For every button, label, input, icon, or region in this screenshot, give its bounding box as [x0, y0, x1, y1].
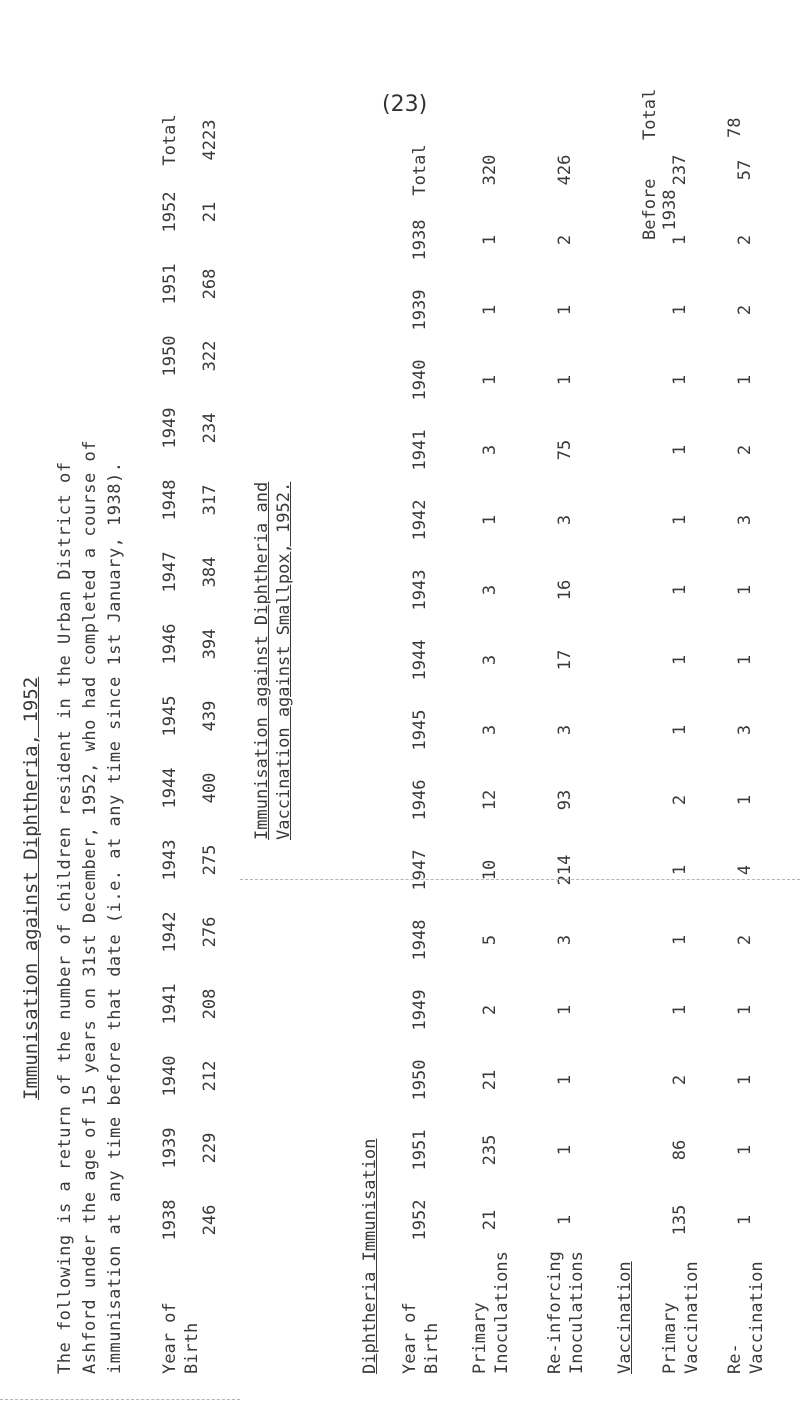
s2-row0-cell-11: 3 — [480, 444, 500, 456]
s2-row0-cell-4: 5 — [480, 934, 500, 946]
s2-row1-cell-14: 2 — [555, 234, 575, 246]
s2-year-11: 1941 — [410, 429, 430, 471]
s2-row2-cell-4: 1 — [670, 934, 690, 946]
s1-year-7: 1945 — [160, 695, 180, 737]
s2-row3-cell-14: 2 — [735, 234, 755, 246]
s1-year-13: 1951 — [160, 263, 180, 305]
s2-year-13: 1939 — [410, 289, 430, 331]
s2-row3-cell-15: 57 — [735, 159, 755, 181]
s2-row3-cell-4: 2 — [735, 934, 755, 946]
row-label-revacc-1: Re- — [725, 1343, 745, 1374]
row-label-reinforcing-2: Inoculations — [567, 1251, 587, 1374]
s1-year-1: 1939 — [160, 1127, 180, 1169]
s2-row0-cell-0: 21 — [480, 1209, 500, 1231]
s2-year-10: 1942 — [410, 499, 430, 541]
s1-year-15: Total — [160, 114, 180, 166]
s2-row0-cell-10: 1 — [480, 514, 500, 526]
s2-year-4: 1948 — [410, 919, 430, 961]
s2-row1-cell-1: 1 — [555, 1144, 575, 1156]
row-label-reinforcing-1: Re-inforcing — [545, 1251, 565, 1374]
s2-year-0: 1952 — [410, 1199, 430, 1241]
s1-year-4: 1942 — [160, 911, 180, 953]
s2-year-12: 1940 — [410, 359, 430, 401]
s1-value-7: 439 — [200, 700, 220, 732]
s2-row2-cell-11: 1 — [670, 444, 690, 456]
s2-row2-cell-9: 1 — [670, 584, 690, 596]
s2-row3-cell-7: 3 — [735, 724, 755, 736]
s1-year-5: 1943 — [160, 839, 180, 881]
sub-vaccination: Vaccination — [615, 1261, 635, 1374]
s2-row2-cell-5: 1 — [670, 864, 690, 876]
s2-row1-cell-10: 3 — [555, 514, 575, 526]
vacc-total-label: Total — [640, 88, 660, 140]
s2-row3-cell-8: 1 — [735, 654, 755, 666]
s2-year-7: 1945 — [410, 709, 430, 751]
s2-row1-cell-0: 1 — [555, 1214, 575, 1226]
before-1938-header-1: Before — [640, 178, 660, 240]
s2-row1-cell-12: 1 — [555, 374, 575, 386]
s1-value-9: 384 — [200, 556, 220, 588]
s2-row3-cell-0: 1 — [735, 1214, 755, 1226]
s2-row1-cell-6: 93 — [555, 789, 575, 811]
s2-year-1: 1951 — [410, 1129, 430, 1171]
s2-row0-cell-2: 21 — [480, 1069, 500, 1091]
section2-title-2: Vaccination against Smallpox, 1952. — [274, 481, 294, 840]
s2-row0-cell-9: 3 — [480, 584, 500, 596]
s1-year-12: 1950 — [160, 335, 180, 377]
s1-year-11: 1949 — [160, 407, 180, 449]
s2-row0-cell-6: 12 — [480, 789, 500, 811]
s1-value-1: 229 — [200, 1132, 220, 1164]
s1-value-5: 275 — [200, 844, 220, 876]
s1-value-15: 4223 — [200, 119, 220, 161]
s2-row3-cell-13: 2 — [735, 304, 755, 316]
s2-row2-cell-7: 1 — [670, 724, 690, 736]
margin-rule — [0, 1399, 240, 1400]
intro-line-2: Ashford under the age of 15 years on 31st December, 1952, who had completed a course of — [80, 440, 100, 1374]
s2-row3-cell-3: 1 — [735, 1004, 755, 1016]
s2-row2-cell-8: 1 — [670, 654, 690, 666]
row-label-primary-vacc-2: Vaccination — [682, 1261, 702, 1374]
s2-year-15: Total — [410, 144, 430, 196]
intro-line-3: immunisation at any time before that date (i.e. at any time since 1st January, 1938). — [105, 461, 125, 1374]
s2-row1-cell-9: 16 — [555, 579, 575, 601]
s2-row0-cell-3: 2 — [480, 1004, 500, 1016]
s2-row3-cell-9: 1 — [735, 584, 755, 596]
s2-row0-cell-5: 10 — [480, 859, 500, 881]
s2-row-header-2: Birth — [422, 1322, 442, 1374]
s1-row-header-1: Year of — [160, 1302, 180, 1374]
intro-line-1: The following is a return of the number of children resident in the Urban District of — [55, 461, 75, 1374]
s2-row0-cell-8: 3 — [480, 654, 500, 666]
s2-year-3: 1949 — [410, 989, 430, 1031]
s1-row-header-2: Birth — [182, 1322, 202, 1374]
revacc-extra-total: 78 — [725, 117, 745, 138]
s2-row3-cell-1: 1 — [735, 1144, 755, 1156]
s1-value-10: 317 — [200, 484, 220, 516]
s1-value-2: 212 — [200, 1060, 220, 1092]
s2-year-2: 1950 — [410, 1059, 430, 1101]
s2-row2-cell-15: 237 — [670, 154, 690, 186]
s2-row3-cell-2: 1 — [735, 1074, 755, 1086]
s1-value-8: 394 — [200, 628, 220, 660]
s2-row1-cell-3: 1 — [555, 1004, 575, 1016]
s1-value-4: 276 — [200, 916, 220, 948]
s2-year-9: 1943 — [410, 569, 430, 611]
before-1938-header-2: 1938 — [660, 189, 680, 231]
s1-value-3: 208 — [200, 988, 220, 1020]
s2-row2-cell-1: 86 — [670, 1139, 690, 1161]
s1-year-2: 1940 — [160, 1055, 180, 1097]
s1-year-14: 1952 — [160, 191, 180, 233]
s2-year-6: 1946 — [410, 779, 430, 821]
s2-row2-cell-10: 1 — [670, 514, 690, 526]
row-label-primary-vacc-1: Primary — [660, 1302, 680, 1374]
s1-year-10: 1948 — [160, 479, 180, 521]
s2-row2-cell-3: 1 — [670, 1004, 690, 1016]
row-label-primary-inoc-2: Inoculations — [492, 1251, 512, 1374]
s2-row3-cell-6: 1 — [735, 794, 755, 806]
s1-value-13: 268 — [200, 268, 220, 300]
s2-row2-cell-13: 1 — [670, 304, 690, 316]
s2-year-8: 1944 — [410, 639, 430, 681]
s2-row0-cell-15: 320 — [480, 154, 500, 186]
s2-row3-cell-11: 2 — [735, 444, 755, 456]
section1-title: Immunisation against Diphtheria, 1952 — [20, 676, 42, 1100]
page-number: (23) — [382, 92, 428, 117]
s2-year-14: 1938 — [410, 219, 430, 261]
s1-value-11: 234 — [200, 412, 220, 444]
section2-title-1: Immunisation against Diphtheria and — [252, 481, 272, 840]
s2-year-5: 1947 — [410, 849, 430, 891]
s2-row2-cell-14: 1 — [670, 234, 690, 246]
s2-row1-cell-8: 17 — [555, 649, 575, 671]
s2-row2-cell-0: 135 — [670, 1204, 690, 1236]
s1-value-12: 322 — [200, 340, 220, 372]
s2-row1-cell-2: 1 — [555, 1074, 575, 1086]
row-label-revacc-2: Vaccination — [747, 1261, 767, 1374]
s1-year-3: 1941 — [160, 983, 180, 1025]
s2-row3-cell-10: 3 — [735, 514, 755, 526]
s2-row0-cell-1: 235 — [480, 1134, 500, 1166]
s2-row1-cell-11: 75 — [555, 439, 575, 461]
s2-row1-cell-5: 214 — [555, 854, 575, 886]
s2-row2-cell-12: 1 — [670, 374, 690, 386]
s2-row2-cell-2: 2 — [670, 1074, 690, 1086]
s2-row1-cell-4: 3 — [555, 934, 575, 946]
s2-row3-cell-12: 1 — [735, 374, 755, 386]
s2-row3-cell-5: 4 — [735, 864, 755, 876]
s2-row1-cell-13: 1 — [555, 304, 575, 316]
mid-rule — [240, 879, 800, 880]
s2-row0-cell-7: 3 — [480, 724, 500, 736]
s2-row-header-1: Year of — [400, 1302, 420, 1374]
rotated-sheet — [0, 40, 800, 1400]
s2-row0-cell-12: 1 — [480, 374, 500, 386]
row-label-primary-inoc-1: Primary — [470, 1302, 490, 1374]
s1-year-6: 1944 — [160, 767, 180, 809]
s2-row0-cell-13: 1 — [480, 304, 500, 316]
s1-year-8: 1946 — [160, 623, 180, 665]
s1-value-14: 21 — [200, 201, 220, 223]
s1-value-0: 246 — [200, 1204, 220, 1236]
s2-row1-cell-15: 426 — [555, 154, 575, 186]
s1-value-6: 400 — [200, 772, 220, 804]
s1-year-0: 1938 — [160, 1199, 180, 1241]
sub-diphtheria-immunisation: Diphtheria Immunisation — [360, 1138, 380, 1374]
s2-row1-cell-7: 3 — [555, 724, 575, 736]
s2-row0-cell-14: 1 — [480, 234, 500, 246]
s2-row2-cell-6: 2 — [670, 794, 690, 806]
s1-year-9: 1947 — [160, 551, 180, 593]
